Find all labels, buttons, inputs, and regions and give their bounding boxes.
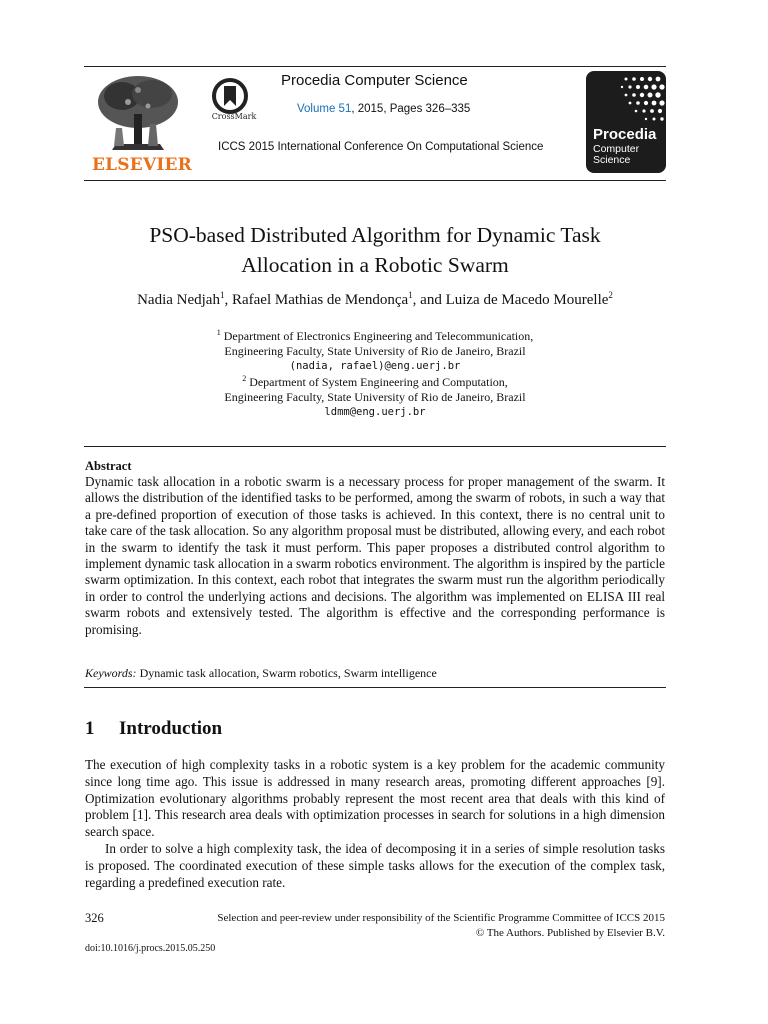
keywords-label: Keywords: — [85, 666, 137, 680]
affiliation-number: 2 — [242, 374, 247, 383]
section-title: Introduction — [119, 718, 223, 739]
author-affiliation-mark: 1 — [408, 290, 413, 300]
doi[interactable]: doi:10.1016/j.procs.2015.05.250 — [85, 943, 216, 954]
author-name: , and Luiza de Macedo Mourelle — [412, 292, 609, 308]
volume-line — [297, 103, 470, 115]
affiliation-2 — [84, 371, 666, 420]
paper-title — [84, 220, 666, 280]
abstract-top-rule — [84, 446, 666, 447]
conference-name: ICCS 2015 International Conference On Computational Science — [218, 141, 544, 153]
author-name: Nadia Nedjah — [137, 292, 220, 308]
author-name: , Rafael Mathias de Mendonça — [224, 292, 409, 308]
affiliation-department: Department of System Engineering and Computation, — [249, 375, 508, 389]
affiliation-institution: Engineering Faculty, State University of Rio de Janeiro, Brazil — [224, 390, 526, 404]
author-list — [84, 290, 666, 309]
procedia-dots-graphic — [586, 71, 666, 126]
section-heading — [85, 718, 222, 740]
procedia-logo-word: Procedia — [593, 126, 657, 143]
affiliation-department: Department of Electronics Engineering and Telecommunication, — [223, 329, 534, 343]
page-number: 326 — [85, 911, 104, 925]
keywords-list: Dynamic task allocation, Swarm robotics, Swarm intelligence — [139, 666, 437, 680]
crossmark-label: CrossMark — [211, 112, 257, 121]
procedia-logo — [586, 71, 666, 173]
paper-title-line1: PSO-based Distributed Algorithm for Dynamic Task — [149, 223, 601, 247]
abstract-bottom-rule — [84, 687, 666, 688]
abstract-text: Dynamic task allocation in a robotic swarm is a necessary process for proper management of the swarm. It allows the distribution of the identified tasks to be performed, among the swarm of robots, in such a way that a pre-defined proportion of execution of those tasks is achieved. In this context, there is no central unit to take care of the task allocation. So any algorithm proposal must be distributed, allowing every, and each robot in the swarm to identify the task it must perform. This paper proposes a distributed control algorithm to implement dynamic task allocation in a swarm robotics environment. The algorithm is inspired by the particle swarm optimization. In this context, each robot that integrates the swarm must run the algorithm periodically in order to control the underlying actions and decisions. The algorithm was implemented on ELISA III real swarm robots and extensively tested. The algorithm is effective and the corresponding performance is promising. — [85, 474, 665, 637]
footer-note — [130, 911, 665, 940]
procedia-logo-sub2: Science — [593, 154, 631, 166]
volume-details: , 2015, Pages 326–335 — [351, 103, 471, 115]
elsevier-tree-logo — [92, 72, 184, 154]
author-affiliation-mark: 1 — [219, 290, 225, 300]
elsevier-wordmark: ELSEVIER — [92, 155, 192, 175]
procedia-logo-sub1: Computer — [593, 143, 640, 155]
header-top-rule — [84, 66, 666, 67]
journal-title: Procedia Computer Science — [281, 72, 468, 89]
affiliation-email: ldmm@eng.uerj.br — [324, 406, 426, 418]
author-affiliation-mark: 2 — [608, 290, 613, 300]
procedia-logo-subtitle — [593, 144, 639, 166]
intro-paragraph-2: In order to solve a high complexity task, the idea of decomposing it in a series of simple resolution tasks is proposed. The coordinated execution of these simple tasks allows for the execution of the complex task, regarding a predefined execution rate. — [85, 841, 665, 890]
paper-title-line2: Allocation in a Robotic Swarm — [241, 253, 509, 277]
affiliation-1 — [84, 325, 666, 374]
section-number: 1 — [85, 718, 95, 739]
abstract-heading: Abstract — [85, 459, 132, 473]
affiliation-number: 1 — [216, 328, 221, 337]
volume-link[interactable]: Volume 51 — [297, 103, 352, 115]
affiliation-email: (nadia, rafael)@eng.uerj.br — [289, 360, 461, 372]
intro-paragraph-1: The execution of high complexity tasks in a robotic system is a key problem for the academic community since long time ago. This issue is addressed in many research areas, promoting different approaches [9]. Optimization evolutionary algorithms probably represent the most recent area that deals with this kind of problem [1]. This research area deals with optimization processes in search for solutions in a high dimension search space. — [85, 757, 665, 840]
affiliation-institution: Engineering Faculty, State University of Rio de Janeiro, Brazil — [224, 344, 526, 358]
keywords-line — [85, 666, 665, 681]
footer-review-note: Selection and peer-review under responsibility of the Scientific Programme Committee of ICCS 2015 — [217, 912, 665, 924]
header-bottom-rule — [84, 180, 666, 181]
footer-copyright: © The Authors. Published by Elsevier B.V. — [475, 926, 665, 939]
